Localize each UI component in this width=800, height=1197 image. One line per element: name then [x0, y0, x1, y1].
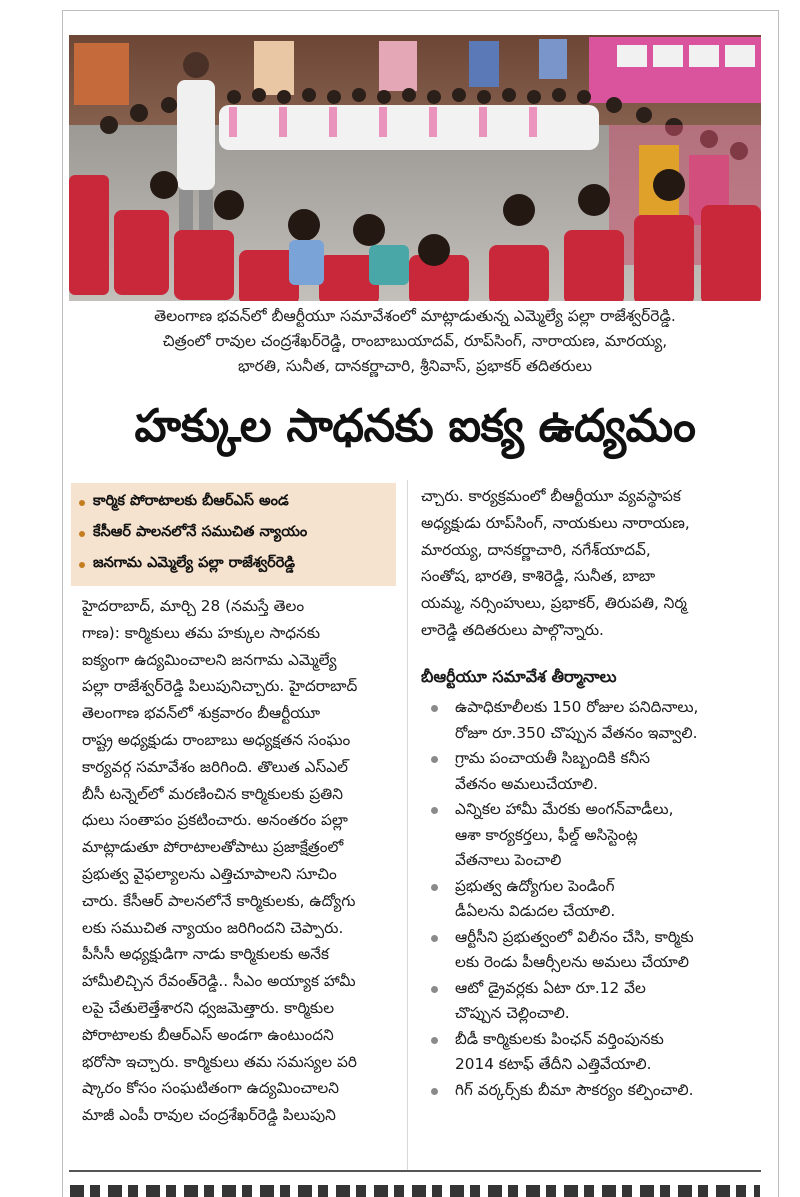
resolution-line: రోజూ రూ.350 చొప్పున వేతనం ఇవ్వాలి.	[455, 723, 698, 742]
bottom-rule	[69, 1170, 761, 1172]
article-body-right	[421, 483, 766, 644]
body-line: తెలంగాణ భవన్‌లో శుక్రవారం బీఆర్టీయూ	[82, 704, 321, 723]
bullet-icon	[431, 1088, 438, 1095]
body-line: రాష్ట్ర అధ్యక్షుడు రాంబాబు అధ్యక్షతన సంఘం	[82, 730, 351, 749]
body-line: ఐక్యంగా ఉద్యమించాలని జనగామ ఎమ్మెల్యే	[82, 650, 337, 669]
body-line: సంతోష, భారతి, కాశిరెడ్డి, సునీత, బాబా	[421, 567, 656, 586]
body-line: హామీలిచ్చిన రేవంత్‌రెడ్డి.. సీఎం అయ్యాక హామీ	[82, 972, 356, 991]
bullet-icon	[79, 531, 85, 537]
caption-line: చిత్రంలో రావుల చంద్రశేఖర్‌రెడ్డి, రాంబాబుయాదవ్, రూప్‌సింగ్, నారాయణ, మారయ్య,	[162, 332, 668, 350]
resolution-line: గిగ్ వర్కర్స్‌కు బీమా సౌకర్యం కల్పించాలి.	[455, 1080, 694, 1099]
bullet-icon	[431, 807, 438, 814]
headline: హక్కుల సాధనకు ఐక్య ఉద్యమం	[134, 399, 696, 452]
resolution-item	[421, 797, 771, 874]
resolution-line: వేతనాలు పెంచాలి	[455, 851, 562, 869]
resolution-line: ఆటో డ్రైవర్లకు ఏటా రూ.12 వేల	[455, 978, 646, 997]
resolution-line: వేతనం అమలుచేయాలి.	[455, 774, 598, 793]
body-line: హైదరాబాద్, మార్చి 28 (నమస్తే తెలం	[82, 597, 305, 615]
body-line: అధ్యక్షుడు రూప్‌సింగ్, నాయకులు నారాయణ,	[421, 513, 690, 532]
body-line: గాణ): కార్మికులు తమ హక్కుల సాధనకు	[82, 623, 321, 642]
highlight-item	[77, 518, 396, 549]
resolution-line: ఎన్నికల హామీ మేరకు అంగన్‌వాడీలు,	[455, 800, 674, 818]
body-line: పీసీసీ అధ్యక్షుడిగా నాడు కార్మికులకు అనేక	[82, 945, 330, 964]
highlights-box	[71, 483, 396, 586]
body-line: ధులు సంతాపం ప్రకటించారు. అనంతరం పల్లా	[82, 811, 348, 830]
highlight-text: కేసీఆర్ పాలనలోనే సముచిత న్యాయం	[93, 523, 308, 540]
resolution-line: డీఏలను విడుదల చేయాలి.	[455, 902, 616, 920]
body-line: లకు సముచిత న్యాయం జరిగిందని చెప్పారు.	[82, 918, 344, 937]
body-line: లారెడ్డి తదితరులు పాల్గొన్నారు.	[421, 620, 604, 639]
body-line: ప్రభుత్వ వైఫల్యాలను ఎత్తిచూపాలని సూచిం	[82, 864, 337, 883]
article-body-left	[82, 593, 398, 1129]
bullet-icon	[431, 884, 438, 891]
resolution-item	[421, 976, 771, 1027]
body-line: లపై చేతులెత్తేశారని ధ్వజమెత్తారు. కార్మికుల	[82, 998, 335, 1017]
resolution-line: 2014 కటాఫ్ తేదీని ఎత్తివేయాలి.	[455, 1055, 652, 1073]
bullet-icon	[431, 705, 438, 712]
body-line: యమ్మ, నర్సింహులు, ప్రభాకర్, తిరుపతి, నిర్మ	[421, 594, 687, 613]
resolution-line: బీడీ కార్మికులకు పింఛన్ వర్తింపునకు	[455, 1029, 664, 1048]
highlight-item	[77, 487, 396, 518]
bullet-icon	[431, 935, 438, 942]
photo-caption	[69, 304, 761, 379]
bullet-icon	[79, 562, 85, 568]
resolution-line: గ్రామ పంచాయతీ సిబ్బందికి కనీస	[455, 749, 650, 767]
resolution-item	[421, 1027, 771, 1078]
body-line: మాజీ ఎంపీ రావుల చంద్రశేఖర్‌రెడ్డి పిలుపుని	[82, 1106, 336, 1125]
caption-line: భారతి, సునీత, దానకర్ణాచారి, శ్రీనివాస్, ప్రభాకర్ తదితరులు	[238, 357, 592, 375]
speaker-figure	[177, 80, 215, 190]
body-line: పల్లా రాజేశ్వర్‌రెడ్డి పిలుపునిచ్చారు. హైదరాబాద్	[82, 677, 358, 696]
body-line: భరోసా ఇచ్చారు. కార్మికులు తమ సమస్యల పరి	[82, 1052, 357, 1071]
resolutions-title: బీఆర్టీయూ సమావేశ తీర్మానాలు	[421, 667, 617, 686]
body-line: ష్కారం కోసం సంఘటితంగా ఉద్యమించాలని	[82, 1079, 339, 1098]
caption-line: తెలంగాణ భవన్‌లో బీఆర్టీయూ సమావేశంలో మాట్లాడుతున్న ఎమ్మెల్యే పల్లా రాజేశ్వర్‌రెడ్డి.	[154, 307, 676, 325]
highlight-text: కార్మిక పోరాటాలకు బీఆర్‌ఎస్ అండ	[93, 492, 289, 509]
resolution-item	[421, 1078, 771, 1104]
meeting-photo-illustration	[69, 35, 761, 301]
meeting-photo	[69, 35, 761, 301]
resolution-line: ఉపాధికూలీలకు 150 రోజుల పనిదినాలు,	[455, 698, 699, 716]
resolution-line: ప్రభుత్వ ఉద్యోగుల పెండింగ్	[455, 876, 615, 895]
bullet-icon	[431, 1037, 438, 1044]
resolution-item	[421, 874, 771, 925]
left-border	[62, 10, 63, 1197]
body-line: మాట్లాడుతూ పోరాటాలతోపాటు ప్రజాక్షేత్రంలో	[82, 838, 344, 857]
highlight-item	[77, 549, 396, 580]
resolution-line: ఆశా కార్యకర్తలు, ఫీల్డ్ అసిస్టెంట్ల	[455, 825, 638, 844]
body-line: బీసీ టన్నెల్‌లో మరణించిన కార్మికులకు ప్రతిని	[82, 784, 343, 803]
resolution-item	[421, 746, 771, 797]
cropped-next-headline	[70, 1181, 760, 1197]
bullet-icon	[431, 986, 438, 993]
resolution-item	[421, 925, 771, 976]
body-line: మారయ్య, దానకర్ణాచారి, నగేశ్‌యాదవ్,	[421, 540, 651, 559]
highlight-text: జనగామ ఎమ్మెల్యే పల్లా రాజేశ్వర్‌రెడ్డి	[93, 554, 296, 571]
resolution-line: చొప్పున చెల్లించాలి.	[455, 1004, 570, 1022]
right-border	[778, 10, 779, 1197]
bullet-icon	[79, 500, 85, 506]
bullet-icon	[431, 756, 438, 763]
resolution-item	[421, 695, 771, 746]
resolutions-list	[421, 695, 771, 1103]
resolution-line: ఆర్టీసీని ప్రభుత్వంలో విలీనం చేసి, కార్మికు	[455, 927, 694, 946]
body-line: పోరాటాలకు బీఆర్‌ఎస్ అండగా ఉంటుందని	[82, 1025, 334, 1044]
body-line: చారు. కేసీఆర్ పాలనలోనే కార్మికులకు, ఉద్యోగు	[82, 891, 356, 910]
resolution-line: లకు రెండు పీఆర్సీలను అమలు చేయాలి	[455, 953, 689, 971]
column-divider	[407, 480, 408, 1170]
top-border	[62, 10, 779, 11]
body-line: చ్చారు. కార్యక్రమంలో బీఆర్టీయూ వ్యవస్థాపక	[421, 487, 681, 505]
body-line: కార్యవర్గ సమావేశం జరిగింది. తొలుత ఎస్‌ఎల్	[82, 757, 348, 776]
